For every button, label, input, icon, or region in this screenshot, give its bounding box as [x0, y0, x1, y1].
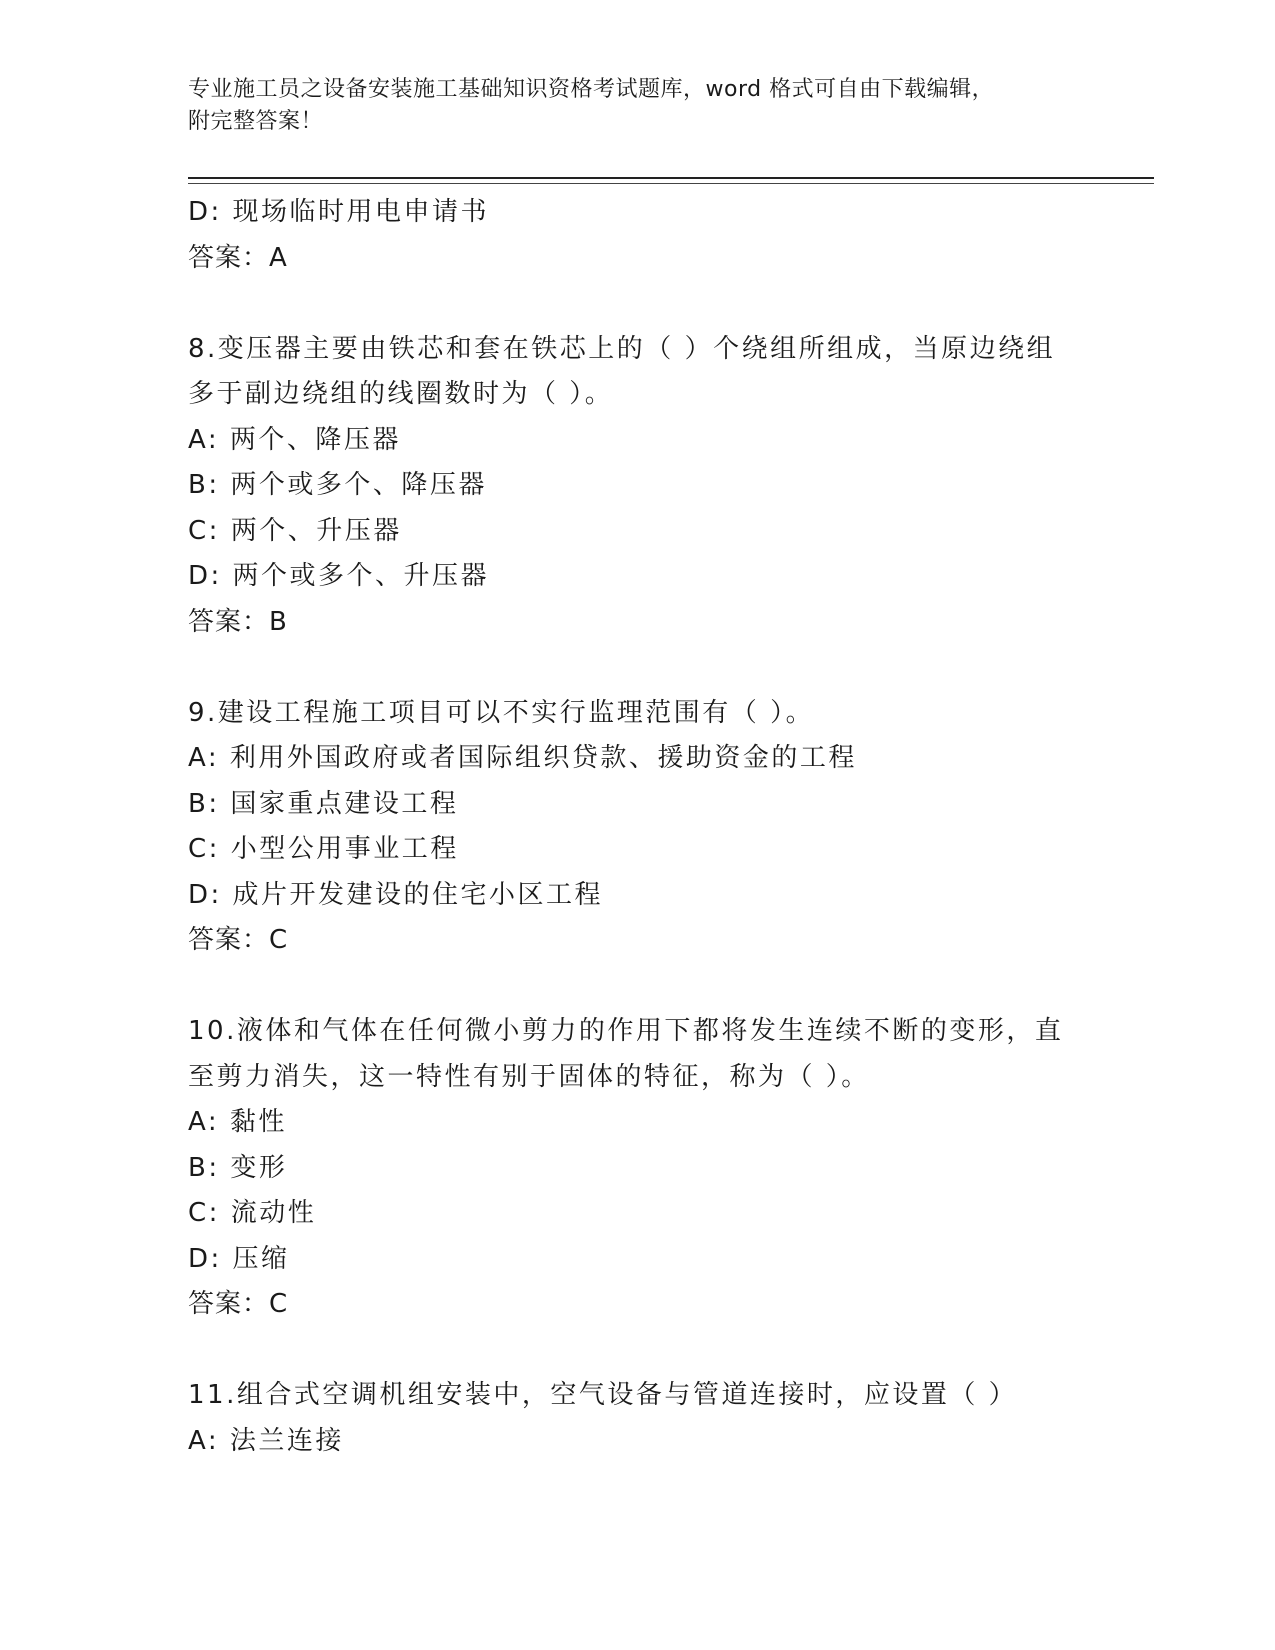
option-d: D: 成片开发建设的住宅小区工程 [188, 879, 604, 910]
option-d: D: 压缩 [188, 1243, 290, 1274]
answer: 答案：A [188, 242, 288, 273]
header-line-1: 专业施工员之设备安装施工基础知识资格考试题库，word 格式可自由下载编辑， [188, 77, 995, 102]
option-c: C: 小型公用事业工程 [188, 834, 459, 864]
question-block-10 [188, 1009, 1088, 1328]
option-b: B: 两个或多个、降压器 [188, 470, 487, 500]
option-c: C: 两个、升压器 [188, 515, 402, 546]
option-c: C: 流动性 [188, 1198, 317, 1228]
question-stem: 10.液体和气体在任何微小剪力的作用下都将发生连续不断的变形，直 至剪力消失，这一特性有别于固体的特征，称为（ ）。 [188, 1016, 1064, 1092]
question-stem: 11.组合式空调机组安装中，空气设备与管道连接时，应设置（ ） [188, 1380, 1018, 1410]
header-line-2: 附完整答案！ [188, 109, 324, 134]
option-d: D: 两个或多个、升压器 [188, 561, 490, 591]
option-a: A: 两个、降压器 [188, 424, 401, 455]
question-block-8 [188, 327, 1088, 646]
option-d: D: 现场临时用电申请书 [188, 197, 490, 227]
answer: 答案：B [188, 606, 288, 637]
answer: 答案：C [188, 1289, 289, 1319]
question-block-9 [188, 691, 1088, 964]
question-list [188, 190, 1088, 1464]
document-header [188, 74, 1088, 138]
option-a: A: 法兰连接 [188, 1425, 344, 1456]
question-stem: 8.变压器主要由铁芯和套在铁芯上的（ ）个绕组所组成，当原边绕组 多于副边绕组的线圈数时为（ ）。 [188, 333, 1056, 409]
option-b: B: 变形 [188, 1152, 288, 1183]
option-a: A: 利用外国政府或者国际组织贷款、援助资金的工程 [188, 743, 857, 773]
answer: 答案：C [188, 925, 289, 955]
option-a: A: 黏性 [188, 1107, 287, 1137]
question-stem: 9.建设工程施工项目可以不实行监理范围有（ ）。 [188, 697, 815, 728]
question-block-7 [188, 190, 1088, 281]
header-rule-thin [188, 183, 1154, 184]
option-b: B: 国家重点建设工程 [188, 788, 459, 819]
header-rule-thick [188, 177, 1154, 179]
question-block-11 [188, 1373, 1088, 1464]
